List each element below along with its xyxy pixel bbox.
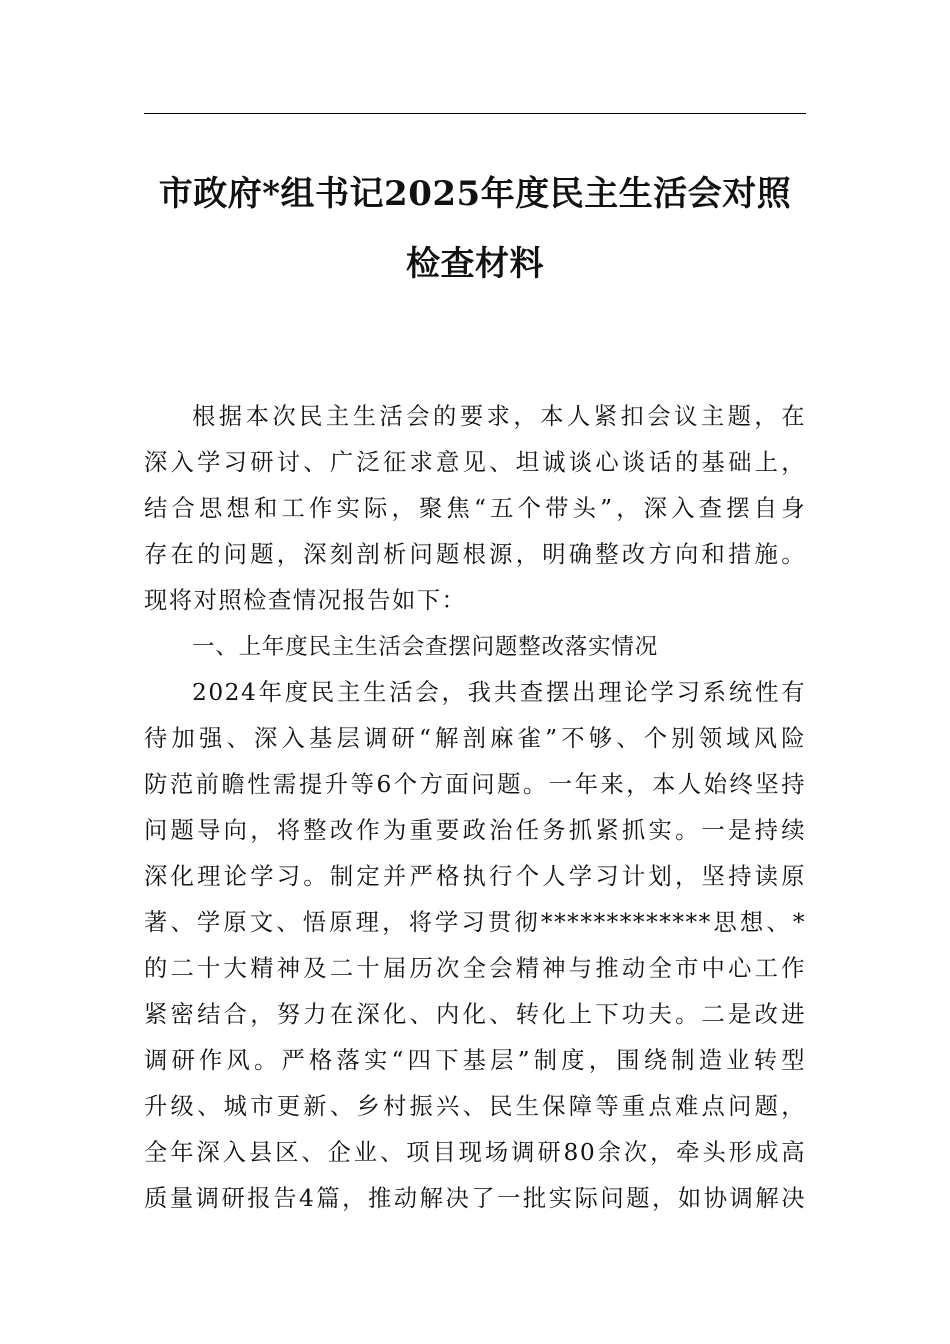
paragraph-line: 调研作风。严格落实“四下基层”制度，围绕制造业转型 bbox=[144, 1047, 806, 1074]
title-line-2: 检查材料 bbox=[406, 244, 544, 284]
document-title bbox=[144, 168, 806, 290]
paragraph-line: 的二十大精神及二十届历次全会精神与推动全市中心工作 bbox=[144, 955, 806, 982]
paragraph-line: 2024年度民主生活会，我共查摆出理论学习系统性有 bbox=[192, 679, 806, 706]
paragraph-line: 深入学习研讨、广泛征求意见、坦诚谈心谈话的基础上， bbox=[144, 449, 806, 476]
paragraph-line: 根据本次民主生活会的要求，本人紧扣会议主题，在 bbox=[192, 403, 806, 430]
paragraph-line: 存在的问题，深刻剖析问题根源，明确整改方向和措施。 bbox=[144, 541, 806, 568]
paragraph-line: 结合思想和工作实际，聚焦“五个带头”，深入查摆自身 bbox=[144, 495, 806, 522]
paragraph-line: 升级、城市更新、乡村振兴、民生保障等重点难点问题， bbox=[144, 1093, 806, 1120]
paragraph-line: 紧密结合，努力在深化、内化、转化上下功夫。二是改进 bbox=[144, 1001, 806, 1028]
paragraph-line: 现将对照检查情况报告如下： bbox=[144, 587, 467, 614]
document-body bbox=[144, 394, 806, 1222]
section-heading: 一、上年度民主生活会查摆问题整改落实情况 bbox=[192, 634, 659, 660]
paragraph-line: 著、学原文、悟原理，将学习贯彻*************思想、* bbox=[144, 909, 806, 936]
paragraph-line: 问题导向，将整改作为重要政治任务抓紧抓实。一是持续 bbox=[144, 817, 806, 844]
header-rule bbox=[144, 113, 806, 114]
paragraph-line: 防范前瞻性需提升等6个方面问题。一年来，本人始终坚持 bbox=[144, 771, 806, 798]
paragraph-line: 深化理论学习。制定并严格执行个人学习计划，坚持读原 bbox=[144, 863, 806, 890]
paragraph-line: 待加强、深入基层调研“解剖麻雀”不够、个别领域风险 bbox=[144, 725, 806, 752]
title-line-1: 市政府*组书记2025年度民主生活会对照 bbox=[158, 174, 792, 214]
paragraph-line: 质量调研报告4篇，推动解决了一批实际问题，如协调解决 bbox=[144, 1185, 806, 1212]
paragraph-line: 全年深入县区、企业、项目现场调研80余次，牵头形成高 bbox=[144, 1139, 806, 1166]
